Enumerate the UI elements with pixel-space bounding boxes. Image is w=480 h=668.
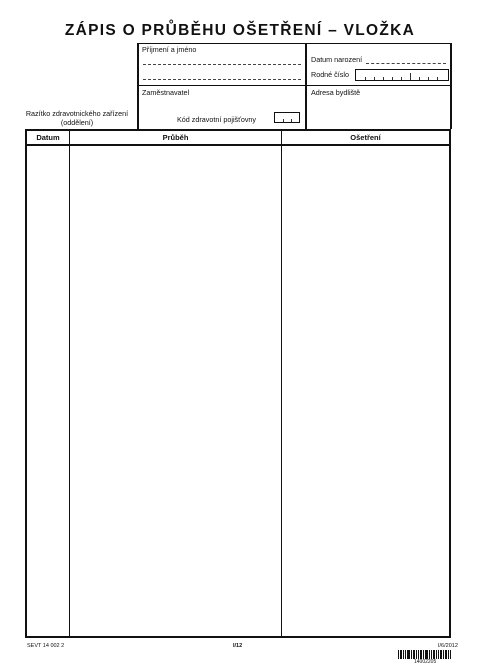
stamp-label-line-2: (oddělení) bbox=[60, 118, 94, 127]
birth-date-label: Datum narození bbox=[311, 55, 363, 64]
birth-number-label: Rodné číslo bbox=[311, 70, 349, 79]
table-top-border bbox=[25, 129, 451, 131]
osetreni-column-area[interactable] bbox=[282, 146, 449, 636]
surname-name-line-2[interactable] bbox=[143, 79, 301, 80]
footer-right-code: I/6/2012 bbox=[438, 643, 458, 649]
header-top-border bbox=[137, 43, 451, 44]
form-title: ZÁPIS O PRŮBĚHU OŠETŘENÍ – VLOŽKA bbox=[64, 22, 416, 39]
column-header-datum: Datum bbox=[36, 133, 60, 142]
stamp-label-line-1: Razítko zdravotnického zařízení bbox=[25, 109, 129, 118]
stamp-label bbox=[22, 109, 132, 127]
datum-column-area[interactable] bbox=[27, 146, 69, 636]
surname-name-label: Příjmení a jméno bbox=[142, 45, 197, 54]
address-label: Adresa bydliště bbox=[311, 88, 361, 97]
column-header-osetreni: Ošetření bbox=[350, 133, 381, 142]
table-right-border bbox=[449, 129, 451, 638]
birth-date-field[interactable] bbox=[366, 63, 446, 64]
barcode-image bbox=[398, 650, 454, 659]
barcode-number: 14002205 bbox=[414, 659, 437, 665]
header-divider bbox=[305, 43, 307, 129]
table-bottom-border bbox=[25, 636, 451, 638]
column-header-prubeh: Průběh bbox=[162, 133, 189, 142]
footer-left-code: SEVT 14 002 2 bbox=[27, 643, 65, 649]
insurance-code-field[interactable] bbox=[274, 112, 300, 123]
header-left-border bbox=[137, 43, 139, 129]
prubeh-column-area[interactable] bbox=[70, 146, 281, 636]
birth-number-field[interactable] bbox=[355, 69, 449, 81]
surname-name-line-1[interactable] bbox=[143, 64, 301, 65]
header-middle-border bbox=[137, 85, 451, 86]
footer-center-code: I/12 bbox=[233, 643, 243, 649]
header-right-border bbox=[450, 43, 452, 129]
employer-label: Zaměstnavatel bbox=[142, 88, 190, 97]
insurance-code-label: Kód zdravotní pojišťovny bbox=[177, 115, 257, 124]
